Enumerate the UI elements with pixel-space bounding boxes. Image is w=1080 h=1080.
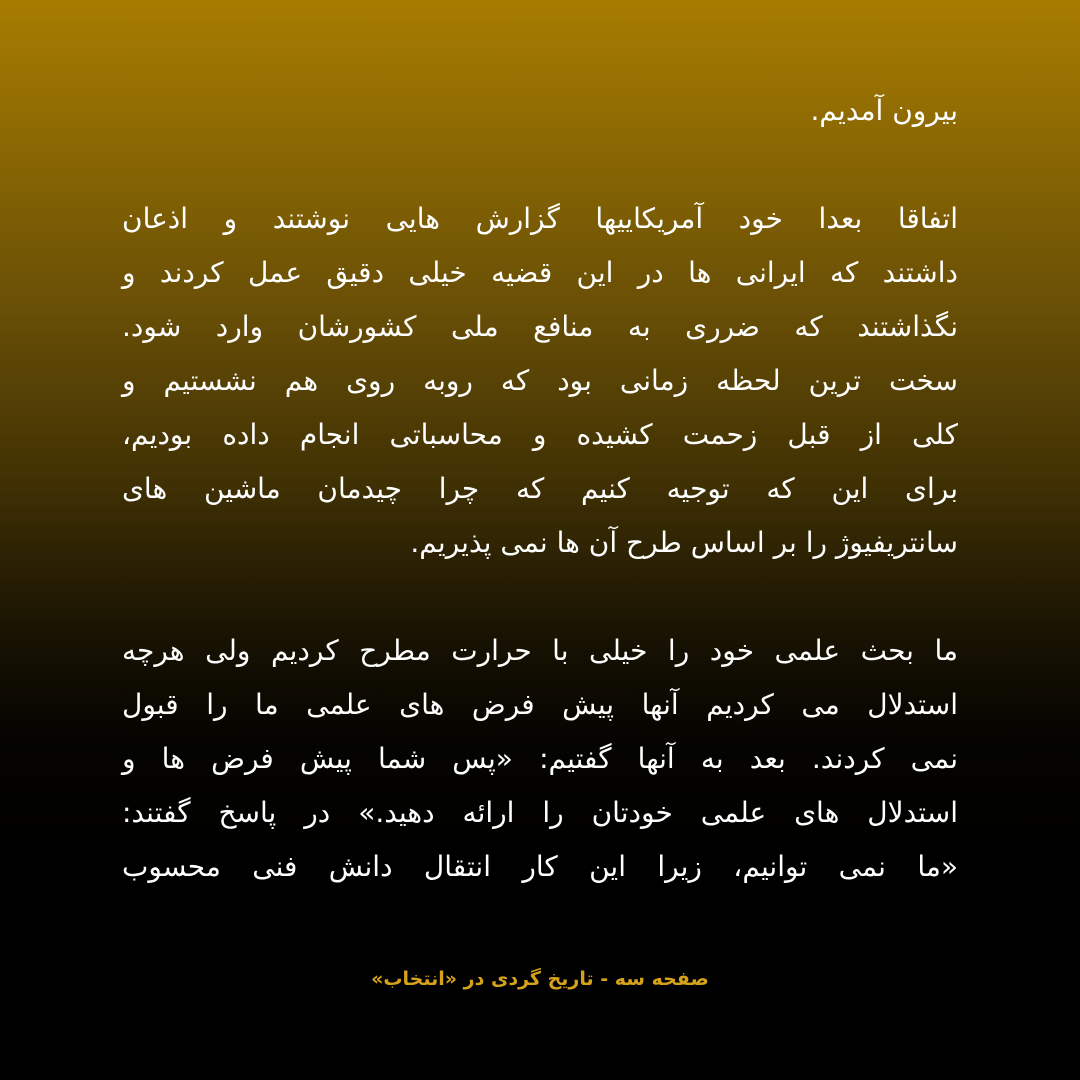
text-line: سخت ترین لحظه زمانی بود که روبه روی هم نشستیم و: [122, 364, 958, 397]
paragraph-2: [122, 192, 958, 570]
text-line: داشتند که ایرانی ها در این قضیه خیلی دقیق عمل کردند و: [122, 256, 958, 289]
text-line: برای این که توجیه کنیم که چرا چیدمان ماشین های: [122, 472, 958, 505]
text-line: استدلال می کردیم آنها پیش فرض های علمی ما را قبول: [122, 688, 958, 721]
paragraph-1: [122, 84, 958, 138]
text-line: بیرون آمدیم.: [810, 94, 958, 127]
text-line: نگذاشتند که ضرری به منافع ملی کشورشان وارد شود.: [122, 310, 958, 343]
text-line: «ما نمی توانیم، زیرا این کار انتقال دانش فنی محسوب: [122, 850, 958, 883]
text-line: ما بحث علمی خود را خیلی با حرارت مطرح کردیم ولی هرچه: [122, 634, 958, 667]
footer-caption: صفحه سه - تاریخ گردی در «انتخاب»: [371, 968, 709, 990]
text-line: اتفاقا بعدا خود آمریکاییها گزارش هایی نوشتند و اذعان: [122, 202, 958, 235]
paragraph-3: [122, 624, 958, 894]
article-text: [122, 84, 958, 948]
text-line: نمی کردند. بعد به آنها گفتیم: «پس شما پیش فرض ها و: [122, 742, 958, 775]
text-line: کلی از قبل زحمت کشیده و محاسباتی انجام داده بودیم،: [122, 418, 958, 451]
text-line: استدلال های علمی خودتان را ارائه دهید.» در پاسخ گفتند:: [122, 796, 958, 829]
text-line: سانتریفیوژ را بر اساس طرح آن ها نمی پذیریم.: [410, 526, 958, 559]
